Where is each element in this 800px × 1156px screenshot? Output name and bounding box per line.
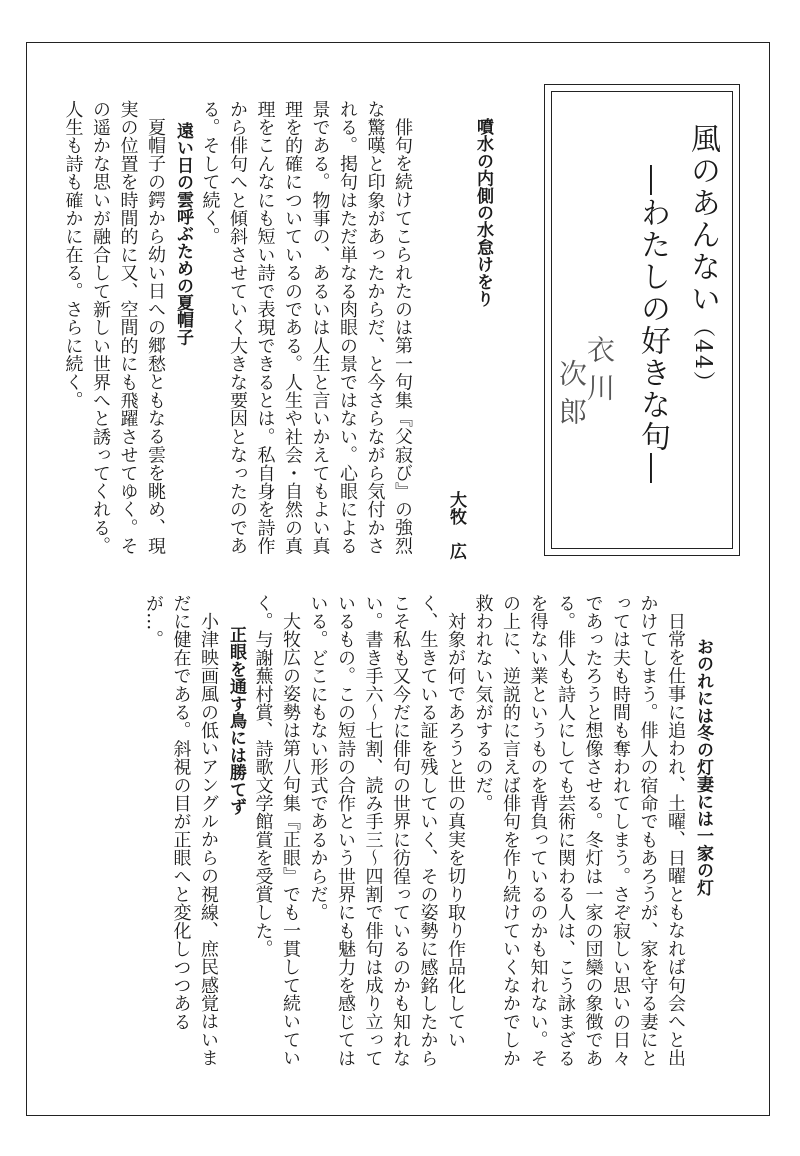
subtitle: ―わたしの好きな句―: [635, 165, 670, 485]
section1-poet: 大牧 広: [446, 491, 466, 560]
author-name: [555, 335, 616, 435]
section2-paragraph2: 対象が何であろうと世の真実を切り取り作品化していく、生きている証を残していく、その姿勢に感銘したからこそ私も又今だに俳句の世界に彷徨っているのかも知れない。書き手六～七割、読み手三～四割で俳句は成り立っているもの。この短詩の合作という世界にも魅力を感じてはいる。どこにもない形式であるからだ。: [307, 594, 466, 1068]
section2-haiku2: 正眼を通す鳥には勝てず: [226, 626, 246, 816]
section2-paragraph3: 大牧広の姿勢は第八句集『正眼』でも一貫して続いていく。与謝蕪村賞、詩歌文学館賞を受賞した。: [252, 594, 301, 1067]
author-family: 衣川: [583, 335, 616, 411]
series-number: （44）: [690, 315, 715, 395]
section1-haiku2: 遠い日の雲呼ぶための夏帽子: [173, 122, 193, 346]
section2-haiku: おのれには冬の灯妻には一家の灯: [693, 638, 713, 896]
author-given: 次郎: [555, 359, 588, 435]
section1-haiku: 噴水の内側の水怠けをり: [473, 118, 493, 308]
section2-text: [116, 594, 716, 1084]
series-name: 風のあんない: [685, 123, 720, 315]
section1-text: [56, 100, 496, 560]
section2-paragraph1: 日常を仕事に追われ、土曜、日曜ともなれば句会へと出かけてしまう。俳人の宿命でもあろうが、家を守る妻にとっては夫も時間も奪われてしまう。さぞ寂しい思いの日々であったろうと想像させる。冬灯は一家の団欒の象徴である。俳人も詩人にしても芸術に関わる人は、こう詠まざるを得ない業というものを背負っているのかも知れない。その上に、逆説的に言えば俳句を作り続けていくなかでしか救われない気がするのだ。: [472, 594, 686, 1068]
section1-paragraph2: 夏帽子の鍔から幼い日への郷愁ともなる雲を眺め、現実の位置を時間的に又、空間的にも飛躍させてゆく。その遥かな思いが融合して新しい世界へと誘ってくれる。人生も詩も確かに在る。さらに続く。: [62, 100, 166, 555]
title-box: [544, 84, 740, 556]
series-title: [685, 123, 720, 395]
section2-paragraph4: 小津映画風の低いアングルからの視線、庶民感覚はいまだに健在である。斜視の目が正眼へと変化しつつあるが…。: [143, 594, 219, 1067]
section1-paragraph1: 俳句を続けてこられたのは第一句集『父寂び』の強烈な驚嘆と印象があったからだ、と今さらながら気付かされる。掲句はただ単なる肉眼の景ではない。心眼による景である。物事の、あるいは人生と言いかえてもよい真理を的確についているのである。人生や社会・自然の真理をこんなにも短い詩で表現できるとは。私自身を詩作から俳句へと傾斜させていく大きな要因となったのである。そして続く。: [199, 100, 413, 555]
